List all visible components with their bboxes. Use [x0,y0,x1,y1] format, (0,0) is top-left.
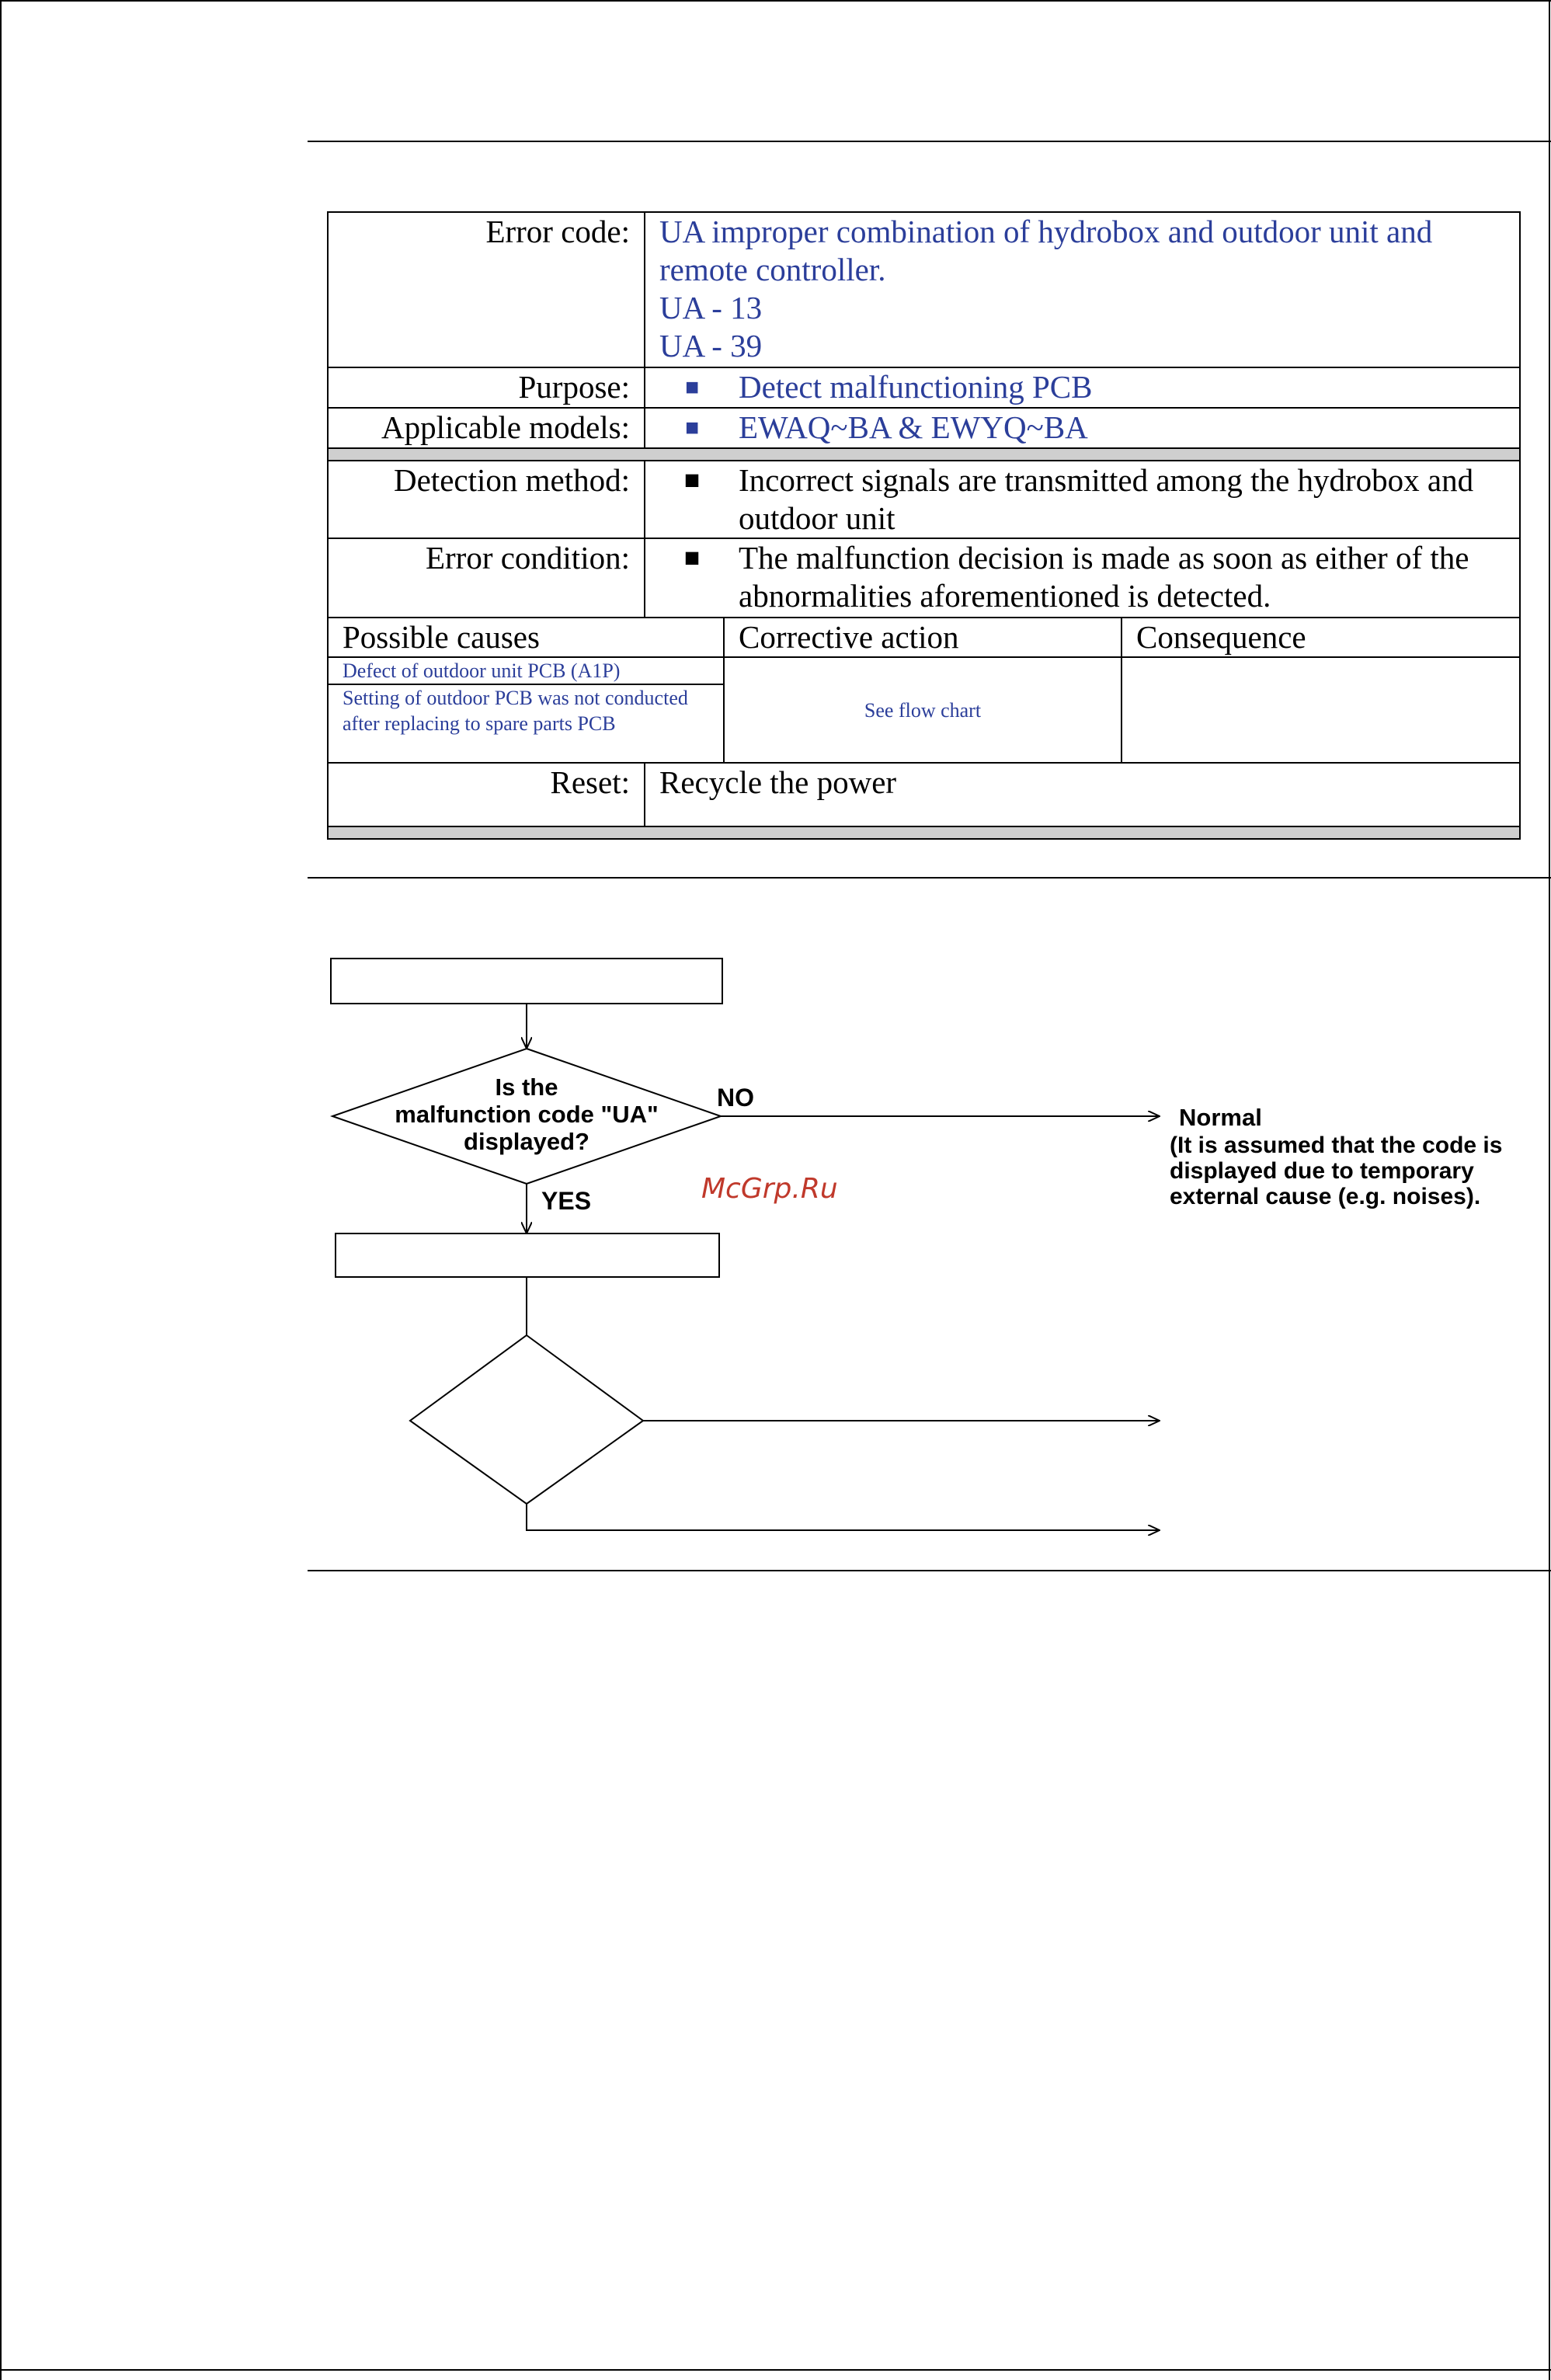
normal-title: Normal [1179,1104,1262,1131]
watermark: McGrp.Ru [701,1173,838,1205]
cause-item: Defect of outdoor unit PCB (A1P) [343,659,621,682]
bullet-icon: ■ [684,374,700,400]
models-label: Applicable models: [328,408,645,448]
col-causes-header: Possible causes [328,618,724,657]
no-label: NO [717,1084,754,1112]
decision-text: malfunction code "UA" [395,1101,659,1128]
cause-item: Setting of outdoor PCB was not conducted after replacing to spare parts PCB [329,684,723,736]
second-step-box [336,1233,719,1277]
bullet-icon: ■ [683,466,701,495]
detection-label: Detection method: [328,461,645,538]
normal-note-line: displayed due to temporary [1170,1158,1474,1184]
error-code-line: UA - 39 [659,328,763,364]
col-consequence-header: Consequence [1122,618,1520,657]
error-code-line: remote controller. [659,252,886,287]
col-action-header: Corrective action [724,618,1122,657]
error-code-line: UA improper combination of hydrobox and outdoor unit and [659,214,1433,249]
decision-text: Is the [495,1073,558,1101]
purpose-label: Purpose: [328,367,645,408]
branch-arrow-bottom [527,1504,1160,1530]
normal-note-line: (It is assumed that the code is [1170,1133,1503,1158]
reset-label: Reset: [328,763,645,826]
condition-value: The malfunction decision is made as soon as either of the abnormalities aforementioned is detected. [739,540,1469,614]
start-step-box [331,959,722,1004]
yes-label: YES [541,1187,592,1215]
reset-value: Recycle the power [645,763,1520,826]
purpose-value: Detect malfunctioning PCB [739,369,1093,405]
decision-diamond-2 [410,1335,643,1504]
error-code-label: Error code: [328,212,645,367]
decision-text: displayed? [464,1128,589,1155]
models-value: EWAQ~BA & EWYQ~BA [739,409,1088,445]
action-value: See flow chart [724,657,1122,763]
condition-label: Error condition: [328,538,645,618]
normal-note-line: external cause (e.g. noises). [1170,1184,1481,1209]
error-code-line: UA - 13 [659,290,763,325]
bullet-icon: ■ [684,415,700,440]
bullet-icon: ■ [683,544,701,572]
detection-value: Incorrect signals are transmitted among the hydrobox and outdoor unit [739,462,1474,536]
